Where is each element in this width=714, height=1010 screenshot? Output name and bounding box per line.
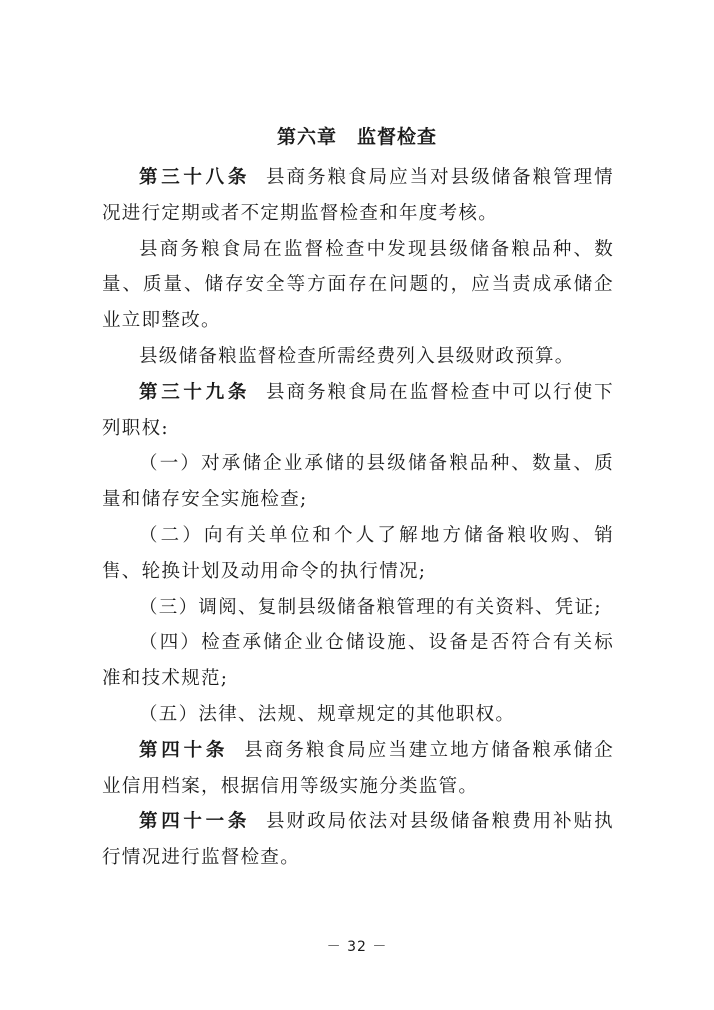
paragraph-text: 县级储备粮监督检查所需经费列入县级财政预算。 xyxy=(139,345,575,367)
paragraph-text: 县商务粮食局应当建立地方储备粮承储企业信用档案，根据信用等级实施分类监管。 xyxy=(102,739,614,797)
paragraph xyxy=(102,625,614,697)
paragraph-text: （二）向有关单位和个人了解地方储备粮收购、销售、轮换计划及动用命令的执行情况; xyxy=(102,524,614,582)
paragraph-text: 县财政局依法对县级储备粮费用补贴执行情况进行监督检查。 xyxy=(102,811,614,869)
paragraph xyxy=(102,518,614,590)
article-number: 第四十条 xyxy=(139,739,229,761)
paragraph-text: 县商务粮食局应当对县级储备粮管理情况进行定期或者不定期监督检查和年度考核。 xyxy=(102,167,614,224)
paragraph xyxy=(102,446,614,518)
paragraph-text: 县商务粮食局在监督检查中发现县级储备粮品种、数量、质量、储存安全等方面存在问题的，应当责成承储企业立即整改。 xyxy=(102,238,614,332)
paragraph-text: 县商务粮食局在监督检查中可以行使下列职权: xyxy=(102,381,614,439)
paragraph xyxy=(102,590,614,626)
paragraph xyxy=(102,160,614,232)
paragraph xyxy=(102,375,614,447)
body-text xyxy=(102,160,614,876)
paragraph-text: （五）法律、法规、规章规定的其他职权。 xyxy=(139,703,516,725)
article-number: 第三十九条 xyxy=(139,381,251,403)
paragraph-text: （一）对承储企业承储的县级储备粮品种、数量、质量和储存安全实施检查; xyxy=(102,453,614,511)
article-number: 第三十八条 xyxy=(139,167,251,188)
paragraph xyxy=(102,339,614,375)
paragraph xyxy=(102,697,614,733)
chapter-title: 第六章 监督检查 xyxy=(276,126,437,148)
paragraph-text: （三）调阅、复制县级储备粮管理的有关资料、凭证; xyxy=(139,596,602,618)
page-number: － 32 － xyxy=(326,939,388,955)
article-number: 第四十一条 xyxy=(139,811,251,833)
paragraph xyxy=(102,804,614,876)
paragraph xyxy=(102,232,614,339)
paragraph-text: （四）检查承储企业仓储设施、设备是否符合有关标准和技术规范; xyxy=(102,632,614,690)
paragraph xyxy=(102,733,614,805)
